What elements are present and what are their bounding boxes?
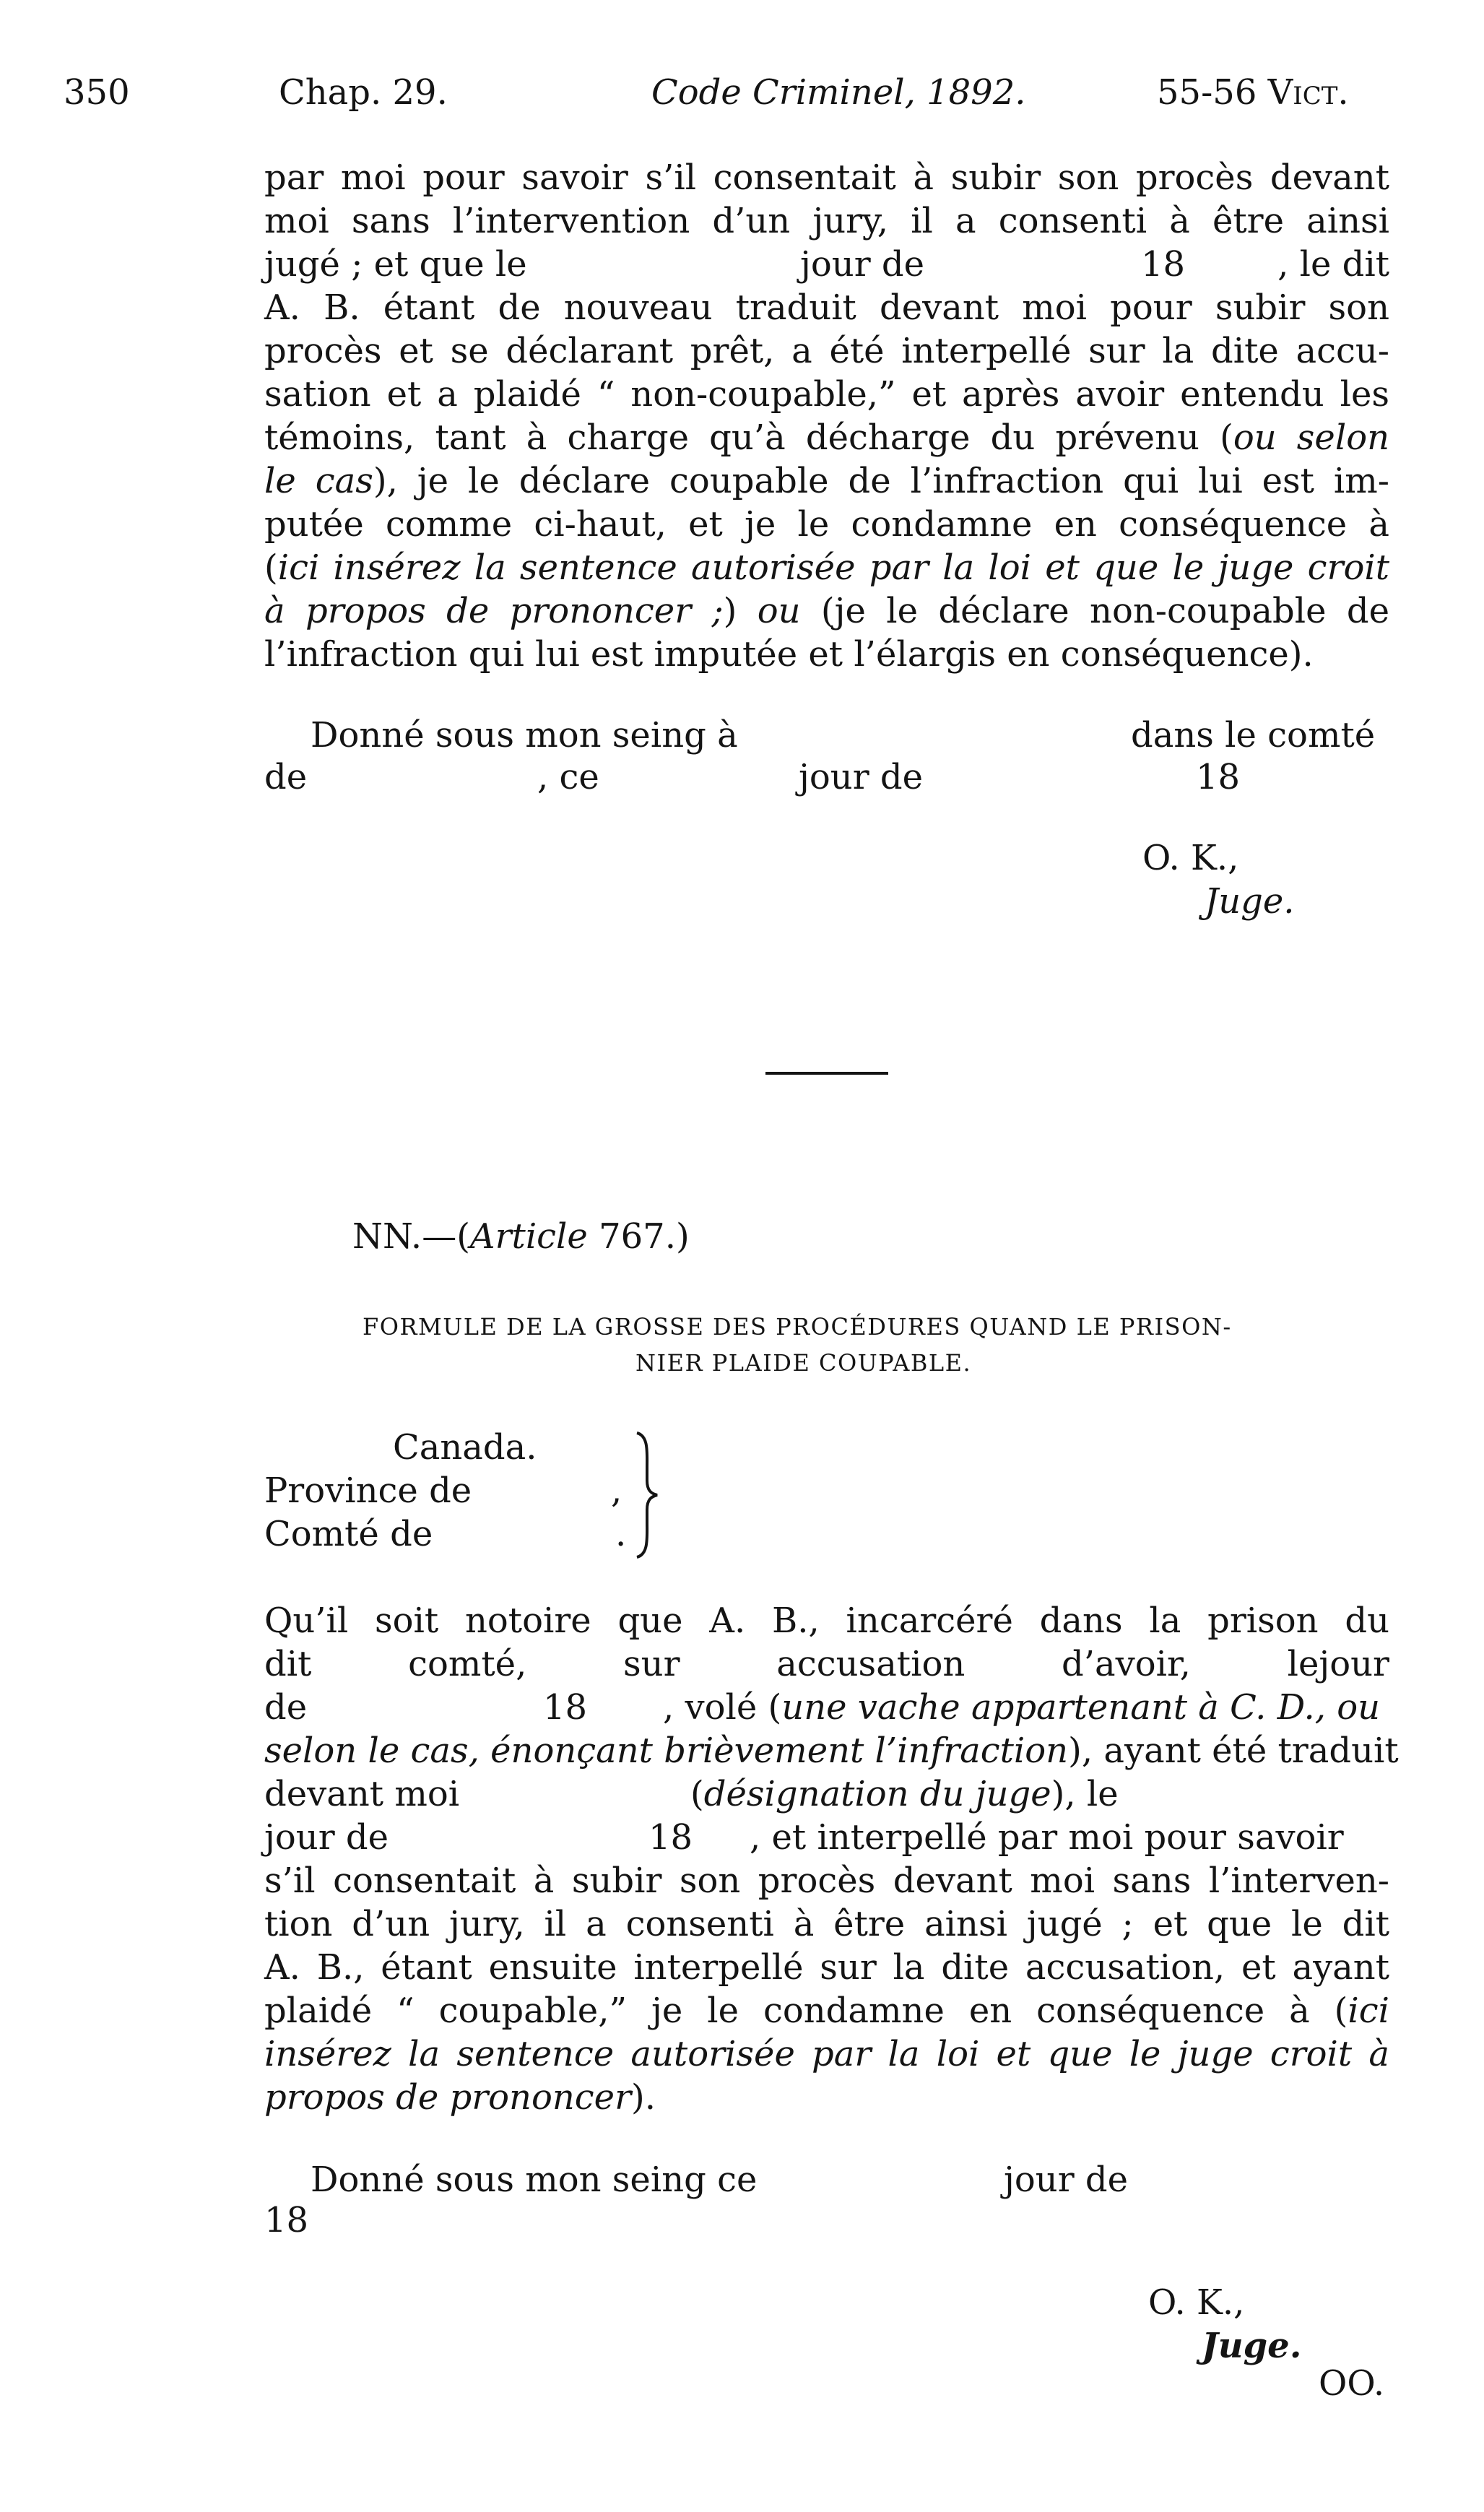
venue-county-dot: . [615, 1514, 627, 1554]
text-line: insérez la sentence autorisée par la loi et que le juge croit à [264, 2034, 1389, 2074]
form-title-line2: NIER PLAIDE COUPABLE. [635, 1349, 972, 1377]
text-line: plaidé “ coupable,” je le condamne en conséquence à (ici [264, 1991, 1389, 2031]
regnal-year: 55-56 Vict. [1157, 72, 1349, 113]
text-line: par moi pour savoir s’il consentait à subir son procès devant [264, 157, 1389, 198]
signature-title: Juge. [1202, 2326, 1302, 2366]
text-line: moi sans l’intervention d’un jury, il a consenti à être ainsi [264, 201, 1389, 241]
text-line: procès et se déclarant prêt, a été interpellé sur la dite accu- [264, 331, 1389, 371]
venue-province-comma: , [611, 1471, 622, 1511]
given-day-label: jour de [799, 757, 924, 797]
text-line: témoins, tant à charge qu’à décharge du prévenu (ou selon [264, 417, 1390, 458]
text-line: le cas), je le déclare coupable de l’infraction qui lui est im- [264, 461, 1389, 501]
section-divider [765, 1072, 888, 1075]
given-ce-label: , ce [537, 757, 599, 797]
text-line: A. B. étant de nouveau traduit devant moi pour subir son [264, 287, 1389, 328]
text-line: sation et a plaidé “ non-coupable,” et après avoir entendu les [264, 374, 1389, 415]
text-line: s’il consentait à subir son procès devant moi sans l’interven- [264, 1861, 1389, 1901]
venue-brace [630, 1430, 661, 1560]
signature-initials: O. K., [1148, 2282, 1245, 2323]
text-line: Qu’il soit notoire que A. B., incarcéré dans la prison du [264, 1601, 1389, 1641]
given-year-label: 18 [1196, 757, 1241, 797]
text-line: putée comme ci-haut, et je le condamne en conséquence à [264, 504, 1389, 545]
given-year-label: 18 [264, 2200, 309, 2240]
text-line: de 18 , volé (une vache appartenant à C. D., ou [264, 1687, 1381, 1728]
text-line: propos de prononcer). [264, 2077, 656, 2118]
venue-county: Comté de [264, 1514, 433, 1554]
given-de-label: de [264, 757, 308, 797]
text-line: jugé ; et que le jour de 18 , le dit [264, 244, 1389, 285]
signature-initials: O. K., [1142, 838, 1239, 878]
text-line: à propos de prononcer ;) ou (je le déclare non-coupable de [264, 591, 1390, 631]
text-line: tion d’un jury, il a consenti à être ainsi jugé ; et que le dit [264, 1904, 1389, 1944]
venue-canada: Canada. [393, 1427, 537, 1468]
text-line: dit comté, sur accusation d’avoir, lejour [264, 1644, 1389, 1684]
given-day-label: jour de [1004, 2160, 1129, 2200]
given-under-hand-line: Donné sous mon seing ce [311, 2160, 758, 2200]
given-under-hand-line: Donné sous mon seing à [311, 715, 738, 755]
signature-title: Juge. [1205, 881, 1295, 922]
text-line: (ici insérez la sentence autorisée par la loi et que le juge croit [264, 547, 1389, 588]
form-heading: NN.—(Article 767.) [352, 1216, 690, 1257]
text-line: A. B., étant ensuite interpellé sur la dite accusation, et ayant [264, 1947, 1389, 1988]
form-title-line1: FORMULE DE LA GROSSE DES PROCÉDURES QUAND LE PRISON- [363, 1313, 1232, 1341]
chapter-label: Chap. 29. [279, 72, 448, 113]
next-form-label: OO. [1319, 2363, 1385, 2404]
text-line: jour de 18 , et interpellé par moi pour savoir [264, 1817, 1344, 1858]
text-line: selon le cas, énonçant brièvement l’infraction), ayant été traduit [264, 1731, 1399, 1771]
running-title: Code Criminel, 1892. [651, 72, 1026, 113]
given-county-label: dans le comté [1131, 715, 1376, 755]
text-line: l’infraction qui lui est imputée et l’élargis en conséquence). [264, 634, 1314, 675]
page-number: 350 [64, 72, 130, 113]
venue-province: Province de [264, 1471, 472, 1511]
text-line: devant moi (désignation du juge), le [264, 1774, 1119, 1814]
